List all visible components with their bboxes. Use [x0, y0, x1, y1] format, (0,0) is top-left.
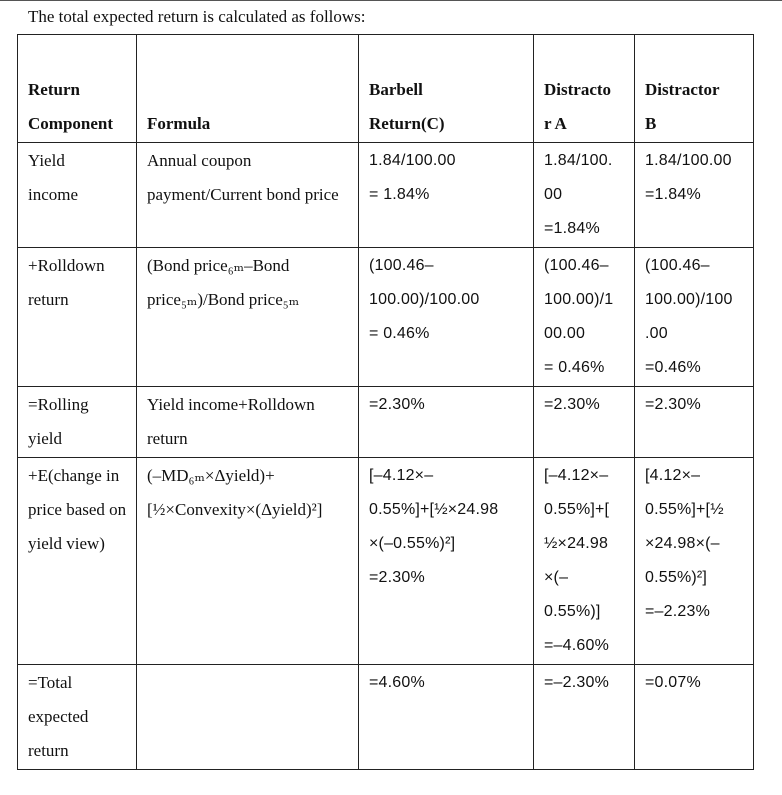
cell-formula: (Bond price₆ₘ–Bond price₅ₘ)/Bond price₅ₘ: [137, 248, 359, 387]
cell-component: +Rolldown return: [18, 248, 137, 387]
header-return-component: Return Component: [18, 35, 137, 143]
cell-distractor-a: 1.84/100. 00 =1.84%: [534, 143, 635, 248]
cell-distractor-a: [–4.12×– 0.55%]+[ ½×24.98 ×(– 0.55%)] =–4.60%: [534, 458, 635, 665]
table-row-yield-income: [18, 143, 754, 248]
cell-formula: (–MD₆ₘ×Δyield)+[½×Convexity×(Δyield)²]: [137, 458, 359, 665]
cell-barbell: =2.30%: [359, 387, 534, 458]
expected-return-table: [17, 34, 754, 770]
cell-formula: [137, 665, 359, 770]
header-barbell-return: Barbell Return(C): [359, 35, 534, 143]
cell-barbell: (100.46– 100.00)/100.00 = 0.46%: [359, 248, 534, 387]
table-row-total-expected-return: [18, 665, 754, 770]
cell-distractor-a: =2.30%: [534, 387, 635, 458]
cell-distractor-a: =–2.30%: [534, 665, 635, 770]
header-distractor-a: Distracto r A: [534, 35, 635, 143]
cell-distractor-b: =0.07%: [635, 665, 754, 770]
cell-component: =Rolling yield: [18, 387, 137, 458]
cell-distractor-a: (100.46– 100.00)/1 00.00 = 0.46%: [534, 248, 635, 387]
cell-barbell: =4.60%: [359, 665, 534, 770]
cell-distractor-b: [4.12×– 0.55%]+[½ ×24.98×(– 0.55%)²] =–2.23%: [635, 458, 754, 665]
cell-formula: Yield income+Rolldown return: [137, 387, 359, 458]
top-rule: [0, 0, 782, 1]
header-distractor-b: Distractor B: [635, 35, 754, 143]
cell-component: +E(change in price based on yield view): [18, 458, 137, 665]
cell-distractor-b: (100.46– 100.00)/100 .00 =0.46%: [635, 248, 754, 387]
table-row-expected-price-change: [18, 458, 754, 665]
cell-barbell: [–4.12×– 0.55%]+[½×24.98 ×(–0.55%)²] =2.30%: [359, 458, 534, 665]
cell-barbell: 1.84/100.00 = 1.84%: [359, 143, 534, 248]
table-row-rolling-yield: [18, 387, 754, 458]
header-row: [18, 35, 754, 143]
intro-text: The total expected return is calculated as follows:: [28, 7, 366, 26]
cell-distractor-b: =2.30%: [635, 387, 754, 458]
cell-component: =Total expected return: [18, 665, 137, 770]
cell-formula: Annual coupon payment/Current bond price: [137, 143, 359, 248]
cell-component: Yield income: [18, 143, 137, 248]
table-row-rolldown-return: [18, 248, 754, 387]
cell-distractor-b: 1.84/100.00 =1.84%: [635, 143, 754, 248]
header-formula: Formula: [137, 35, 359, 143]
